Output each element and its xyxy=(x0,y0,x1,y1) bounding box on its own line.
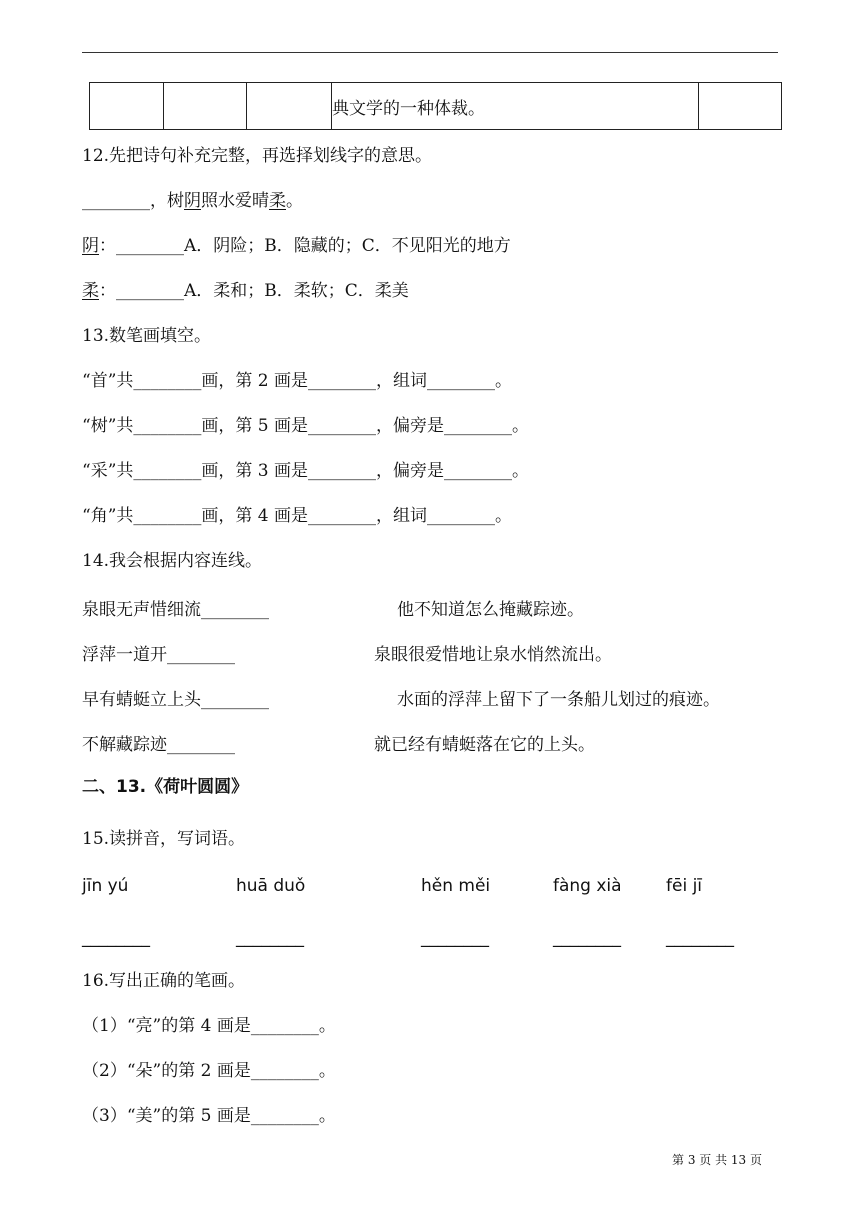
q13-line: “树”共________画，第 5 画是________，偏旁是________。 xyxy=(82,416,530,436)
match-left-item: 浮萍一道开________ xyxy=(82,645,235,665)
answer-blank[interactable]: ________ xyxy=(82,191,150,211)
pinyin-label: fàng xià xyxy=(553,876,622,896)
q16-title: 16.写出正确的笔画。 xyxy=(82,971,246,991)
q12-poem-line xyxy=(82,190,303,212)
q16-item: （2）“朵”的第 2 画是________。 xyxy=(82,1061,336,1081)
match-right-item: 泉眼很爱惜地让泉水悄然流出。 xyxy=(374,645,612,665)
answer-blank[interactable]: ________ xyxy=(236,928,304,948)
table-cell xyxy=(164,83,247,130)
options-text: ：________A．阴险；B．隐藏的；C．不见阳光的地方 xyxy=(99,236,511,256)
match-right-item: 他不知道怎么掩藏踪迹。 xyxy=(397,600,584,620)
table-cell xyxy=(699,83,782,130)
options-text: ：________A．柔和；B．柔软；C．柔美 xyxy=(99,281,409,301)
table-row xyxy=(90,83,782,130)
underlined-char: 柔 xyxy=(82,281,99,301)
q16-item: （3）“美”的第 5 画是________。 xyxy=(82,1106,336,1126)
q13-line: “角”共________画，第 4 画是________，组词________。 xyxy=(82,506,513,526)
match-left-item: 泉眼无声惜细流________ xyxy=(82,600,269,620)
underlined-char: 柔 xyxy=(269,191,286,211)
q15-title: 15.读拼音，写词语。 xyxy=(82,829,246,849)
pinyin-label: jīn yú xyxy=(82,876,129,896)
q12-yin-options xyxy=(82,235,511,257)
continuation-table xyxy=(89,82,782,130)
header-rule xyxy=(82,52,778,53)
pinyin-label: huā duǒ xyxy=(236,876,306,896)
match-right-item: 水面的浮萍上留下了一条船儿划过的痕迹。 xyxy=(397,690,720,710)
section-heading: 二、13.《荷叶圆圆》 xyxy=(82,777,249,797)
q12-rou-options xyxy=(82,280,409,302)
answer-blank[interactable]: ________ xyxy=(82,928,150,948)
pinyin-label: fēi jī xyxy=(666,876,703,896)
poem-text: ，树 xyxy=(150,191,184,211)
answer-blank[interactable]: ________ xyxy=(553,928,621,948)
table-cell xyxy=(90,83,164,130)
poem-text: 照水爱晴 xyxy=(201,191,269,211)
q13-title: 13.数笔画填空。 xyxy=(82,326,212,346)
match-left-item: 早有蜻蜓立上头________ xyxy=(82,690,269,710)
q13-line: “首”共________画，第 2 画是________，组词________。 xyxy=(82,371,513,391)
match-left-item: 不解藏踪迹________ xyxy=(82,735,235,755)
table-cell: 典文学的一种体裁。 xyxy=(332,83,699,130)
answer-blank[interactable]: ________ xyxy=(666,928,734,948)
pinyin-label: hěn měi xyxy=(421,876,491,896)
answer-blank[interactable]: ________ xyxy=(421,928,489,948)
poem-text: 。 xyxy=(286,191,303,211)
q14-title: 14.我会根据内容连线。 xyxy=(82,551,263,571)
match-right-item: 就已经有蜻蜓落在它的上头。 xyxy=(374,735,595,755)
page-footer: 第 3 页 共 13 页 xyxy=(672,1153,762,1167)
q13-line: “采”共________画，第 3 画是________，偏旁是________。 xyxy=(82,461,530,481)
underlined-char: 阴 xyxy=(82,236,99,256)
table-cell xyxy=(247,83,332,130)
q12-title: 12.先把诗句补充完整，再选择划线字的意思。 xyxy=(82,146,433,166)
q16-item: （1）“亮”的第 4 画是________。 xyxy=(82,1016,336,1036)
underlined-char: 阴 xyxy=(184,191,201,211)
